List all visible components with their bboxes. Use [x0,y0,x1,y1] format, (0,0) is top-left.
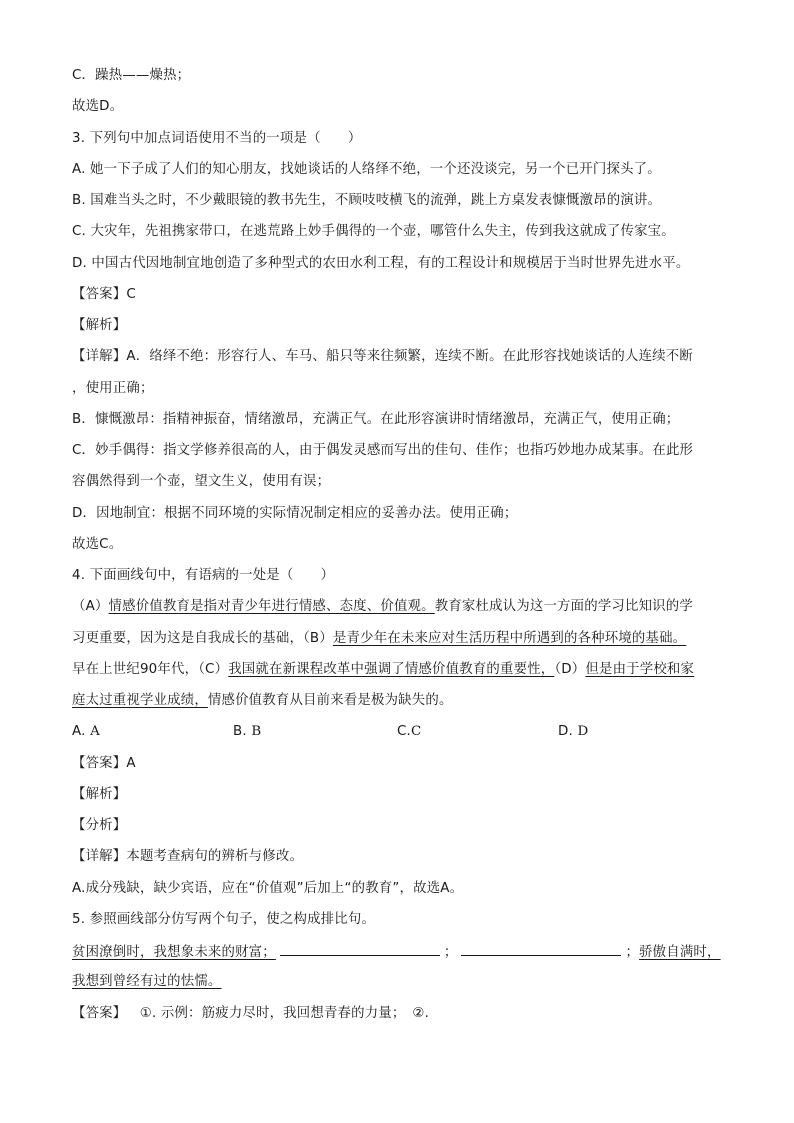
separator: ； [625,945,640,960]
q5-line-2 [72,973,722,991]
fill-blank-2 [461,942,621,956]
q3-analysis-label: 【解析】 [72,318,127,333]
passage-text: 早在上世纪90年代， [72,662,199,677]
option-value: C [411,724,422,739]
q5-answer [72,1005,722,1023]
answer-label: 【答案】 [72,287,127,302]
q3-stem: 3. 下列句中加点词语使用不当的一项是（ ） [72,131,362,146]
answer-label: 【答案】 [72,1006,127,1021]
label-d: （D） [554,662,586,677]
q5-model-sentence-tail: 骄傲自满时， [639,945,721,960]
q4-stem: 4. 下面画线句中，有语病的一处是（ ） [72,568,335,583]
q3-detail-line-4: C．妙手偶得：指文学修养很高的人，由于偶发灵感而写出的佳句、佳作；也指巧妙地办成某事。在此形 [72,443,694,458]
q3-option-d: D. 中国古代因地制宜地创造了多种型式的农田水利工程，有的工程设计和规模居于当时世界先进水平。 [72,256,690,271]
answer-value: C [126,287,136,302]
q3-detail-line-1: 【详解】A．络绎不绝：形容行人、车马、船只等来往频繁，连续不断。在此形容找她谈话的人连续不断 [72,349,693,364]
option-letter: B. [233,724,247,739]
underlined-d-part-2: 庭太过重视学业成绩， [72,693,208,708]
q4-option-b [233,723,261,741]
option-value: A [90,724,100,739]
passage-text: 情感价值教育从目前来看是极为缺失的。 [207,693,453,708]
q3-detail-line-2: ，使用正确； [72,381,154,396]
underlined-a: 情感价值教育是指对青少年进行情感、态度、价值观。 [108,599,435,614]
underlined-d-part-1: 但是由于学校和家 [585,662,695,677]
option-letter: D. [558,724,573,739]
passage-text: 教育家杜成认为这一方面的学习比知识的学 [434,599,693,614]
q3-detail-line-3: B．慷慨激昂：指精神振奋，情绪激昂，充满正气。在此形容演讲时情绪激昂，充满正气，使用正确； [72,412,680,427]
q3-conclusion: 故选C。 [72,537,123,552]
label-b: （B） [303,631,333,646]
q4-explanation: A.成分残缺，缺少宾语，应在“价值观”后加上“的教育”，故选A。 [72,881,464,896]
q3-detail-line-5: 容偶然得到一个壶，望文生义，使用有误； [72,474,331,489]
passage-text: 习更重要，因为这是自我成长的基础， [72,631,304,646]
answer-label: 【答案】 [72,756,127,771]
q3-option-b: B. 国难当头之时，不少戴眼镜的教书先生，不顾吱吱横飞的流弹，跳上方桌发表慷慨激昂的演讲。 [72,193,662,208]
q4-option-d [558,723,588,741]
q5-model-sentence: 贫困潦倒时，我想象未来的财富； [72,945,276,960]
q4-option-a [72,723,100,741]
answer-text: ①. 示例：筋疲力尽时，我回想青春的力量； ②. [139,1006,430,1021]
q5-model-sentence-end: 我想到曾经有过的怯懦。 [72,974,222,989]
q4-fenxi-label: 【分析】 [72,818,127,833]
fill-blank-1 [280,942,440,956]
q5-line-1 [72,942,722,962]
label-c: （C） [198,662,229,677]
answer-value: A [126,756,136,771]
q4-answer [72,755,722,773]
q4-passage-line-4 [72,692,722,710]
q4-passage-line-3 [72,661,722,679]
q2-option-c: C．躁热——燥热； [72,68,191,83]
q4-analysis-label: 【解析】 [72,787,127,802]
q3-option-a: A. 她一下子成了人们的知心朋友，找她谈话的人络绎不绝，一个还没谈完，另一个已开门探头了。 [72,162,661,177]
option-value: D [577,724,589,739]
separator: ； [443,945,458,960]
q4-detail: 【详解】本题考查病句的辨析与修改。 [72,849,304,864]
q3-answer [72,286,722,304]
q5-stem: 5. 参照画线部分仿写两个句子，使之构成排比句。 [72,912,376,927]
q3-detail-line-6: D．因地制宜：根据不同环境的实际情况制定相应的妥善办法。使用正确； [72,506,518,521]
q4-passage-line-2 [72,630,722,648]
option-value: B [251,724,262,739]
option-letter: A. [72,724,86,739]
q4-passage-line-1 [72,598,722,616]
q3-option-c: C. 大灾年，先祖携家带口，在逃荒路上妙手偶得的一个壶，哪管什么失主，传到我这就成了传家宝。 [72,224,675,239]
q4-option-c [397,723,421,741]
underlined-b: 是青少年在未来应对生活历程中所遇到的各种环境的基础。 [332,631,687,646]
underlined-c: 我国就在新课程改革中强调了情感价值教育的重要性， [228,662,555,677]
label-a: （A） [72,599,109,614]
option-letter: C. [397,724,412,739]
q2-conclusion: 故选D。 [72,99,124,114]
